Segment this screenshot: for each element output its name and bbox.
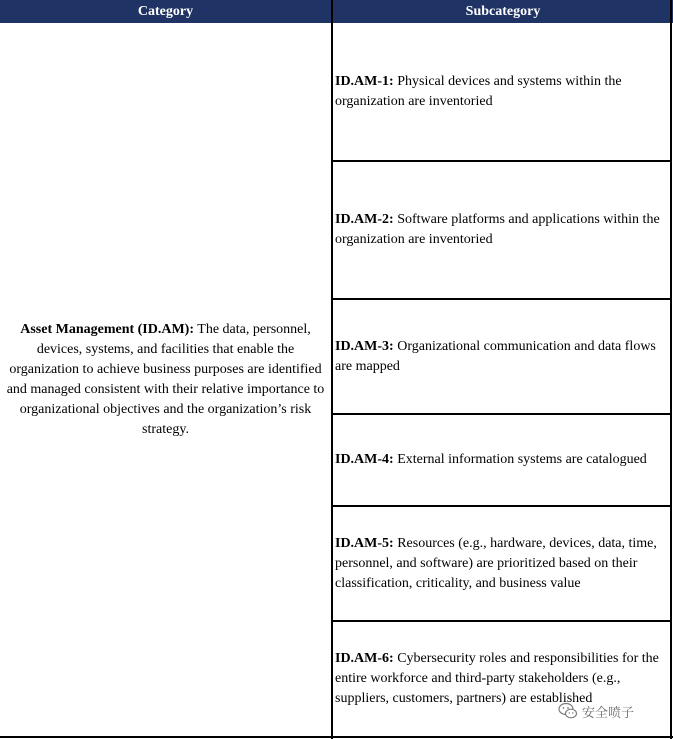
subcategory-description: Resources (e.g., hardware, devices, data, time, personnel, and software) are prioritized based on their classification, criticality, and business value [335, 535, 657, 591]
header-category: Category [0, 0, 331, 23]
category-text [2, 320, 329, 440]
subcategory-row [335, 415, 668, 505]
category-title: Asset Management (ID.AM): [20, 321, 195, 337]
bottom-border [0, 736, 673, 738]
subcategory-row [335, 24, 668, 160]
subcategory-id: ID.AM-6: [335, 651, 394, 666]
subcategory-text [335, 72, 668, 112]
subcategory-row [335, 507, 668, 620]
wechat-icon [558, 702, 578, 720]
watermark [558, 700, 634, 722]
subcategory-text [335, 210, 668, 250]
right-border [670, 0, 672, 739]
watermark-label: 安全喷子 [582, 705, 635, 721]
subcategory-text [335, 534, 668, 594]
subcategory-text [335, 450, 647, 470]
subcategory-row [335, 162, 668, 298]
subcategory-description: Physical devices and systems within the organization are inventoried [335, 74, 622, 109]
subcategory-description: Software platforms and applications within the organization are inventoried [335, 212, 660, 247]
subcategory-id: ID.AM-2: [335, 212, 394, 227]
subcategory-id: ID.AM-1: [335, 74, 394, 89]
subcategory-description: External information systems are catalogued [397, 452, 647, 467]
subcategory-id: ID.AM-3: [335, 338, 394, 354]
subcategory-id: ID.AM-4: [335, 452, 394, 467]
subcategory-description: Organizational communication and data flows are mapped [335, 338, 656, 374]
category-cell [0, 23, 331, 736]
subcategory-row [335, 300, 668, 413]
subcategory-description: Cybersecurity roles and responsibilities for the entire workforce and third-party stakeholders (e.g., suppliers, customers, partners) are established [335, 651, 659, 706]
subcategory-id: ID.AM-5: [335, 535, 394, 551]
category-description: The data, personnel, devices, systems, and facilities that enable the organization to achieve business purposes are identified and managed consistent with their relative importance to organizational objectives and the organization’s risk strategy. [6, 321, 325, 437]
subcategory-text [335, 337, 668, 377]
header-subcategory: Subcategory [333, 0, 673, 23]
column-divider [331, 0, 333, 739]
